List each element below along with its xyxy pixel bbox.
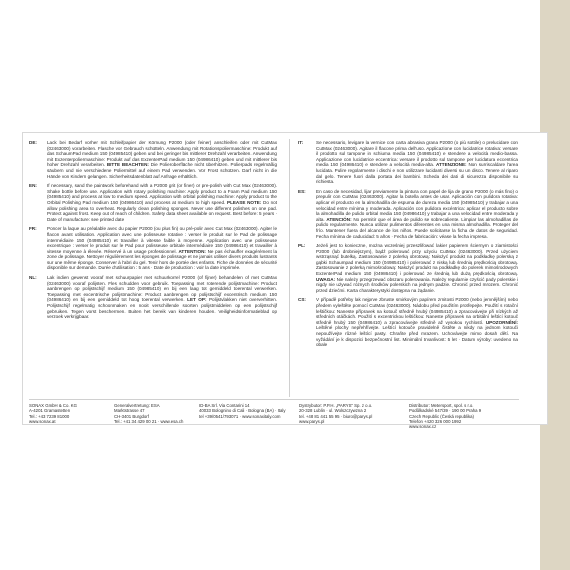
section-it [298,140,518,185]
lang-code: FR: [29,226,37,232]
section-cs [298,297,518,347]
section-main-text: Lak indien gewenst vooraf met schuurpapier met schuurkorrel P2000 (of fijner) behandelen of met CutMax (02463000) vooraf polijsten. Fles schudden voor gebruik. Toepassing met roterende polijstmachine: Product aanbrengen op polijstschijf medium 150 (04985410) en bij een laag tot gemiddeld toerental verwerken. Toepassing met excentrische polijstmachine: Product aanbrengen op polijstschijf excentrisch medium 150 (04986410) en bij een gemiddeld tot hoog toerental verwerken. [47,275,277,303]
section-main-text: Poncer la laque au préalable avec du papier P2000 (ou plus fin) ou pré-polir avec Cut Max (02463000). Agiter le flacon avant utilisation. Application avec une polisseuse rotative : verser le produit sur le Pad de polissage intermédiaire 150 (04985410) et travailler à vitesse faible à moyenne. Application avec une polisseuse excentrique : verser le produit sur le Pad pour polisseuse orbitale intermédiaire 150 (04986410) et travailler à vitesse moyenne à élevée. Réservé à un usage professionnel. [47,226,277,254]
footer-address-it: ID-BA Srl. Via Contarini 14 40033 Bolognino di Cali · Bologna (BA) · Italy tel +39/0541/793071 · www.sonaxitaly.com [199,403,286,419]
lang-code: ES: [298,188,306,194]
section-note-text: Non surriscaldare l'area lucidata. Pulire regolarmente i dischi e non utilizzare lucidanti diversi su un disco. Tenere al riparo dal gelo. Tenere fuori dalla portata dei bambini. Scheda dei dati di sicurezza disponibile su richiesta. [316,162,519,185]
section-note-text: Polijstvlakken niet oververhitten. Polijstschijf regelmatig schoonmaken en nooit verschillende soorten polijstmiddelen op een polijstschijf gebruiken. Tegen vorst beschermen. Buiten het bereik van kinderen houden. Veiligheidsinformatieblad op verzoek verkrijgbaar. [47,297,278,320]
section-en [29,183,277,222]
product-label [22,132,548,430]
section-heading: PLEASE NOTE: [227,199,262,205]
footer-address-sonax: SONAX GmbH & Co. KG A-4201 Gramastetten Tel.: +43 7239 81000 www.sonax.at [29,403,77,424]
section-note-text: Nie należy przegrzewać obszaru polerowania. Należy regularnie czyścić pady polerskie i nigdy nie używać różnych środków polerskich na jednym padzie. Chronić przed mrozem. Chronić przed dziećmi. Karta charakterystyki dostępna na żądanie. [316,276,518,293]
lang-code: IT: [298,140,304,145]
section-heading: BITTE BEACHTEN: [106,162,149,168]
section-heading: ATTENZIONE: [436,162,467,168]
section-main-text: Jeżeli jest to konieczne, można wcześniej przeszlifować lakier papierem ściernym o ziarnistości P2000 (lub drobniejszym), bądź polerować przy użyciu CutMax (02463000). Przed użyciem wstrząsnąć butelką. Zastosowanie z polerką obrotową: Nałożyć produkt na podkładkę polerską z gąbki Schaumpad medium 150 (04985410) i polerować z niską lub średnią prędkością obrotową. Zastosowanie z polerką mimośrodową: Nałożyć produkt na podkładkę do polerek mimośrodowych ExzenterPad medium 150 (04986410) i polerować ze średnią lub dużą prędkością obrotową. [316,243,518,277]
section-heading: UWAGA: [316,276,336,282]
section-note-text: Ne pas échauffer exagérément la zone de polissage. Nettoyer régulièrement les éponges de polissage et ne jamais utiliser divers produits lustrants sur une même éponge. Conserver à l'abri du gel. Tenir hors de portée des enfants. Fiche de données de sécurité disponible sur demande. Durée d'utilisation : 5 ans · Date de production : voir la date imprimée. [47,248,278,271]
lang-code: CS: [298,297,306,303]
section-main-text: En caso de necesidad, lijar previamente la pintura con papel de lija de grano P2000 (o más fino) o prepulir con CutMax (02463000). Agitar la botella antes de usar. Aplicación con pulidora rotativa: aplicar el producto en la almohadilla de espuma de dureza media 150 (04985410) y trabajar a una velocidad entre mínima y moderada. Aplicación con pulidora excéntrica: aplicar el producto sobre la almohadilla de pulido orbital media 150 (04986410) y trabajar a una velocidad entre moderada y alta. [316,188,518,222]
column-divider [289,139,290,397]
footer-address-cz: Distributor: Metersport, spol. s r.o. Podůlkadské 547/39 · 190 00 Praha 9 Czech Republic (Česká republika) Telefon +420 326 000 1992 www.sonax.cz [409,403,482,430]
section-heading: UPOZORNĚNÍ: [485,319,518,325]
section-main-text: Lack bei Bedarf vorher mit Schleifpapier der Körnung P2000 (oder feiner) anschleifen oder mit CutMax (02463000) vorarbeiten. Flasche vor Gebrauch schütteln. Anwendung mit Rotationspoliermaschine: Produkt auf das SchaumPad medium 150 (04985410) geben und bei geringer bis mittlerer Drehzahl verarbeiten. Anwendung mit Exzenterpoliermaschine: Produkt auf das ExzenterPad medium 150 (04986410) geben und mit mittlerer bis hoher Drehzahl verarbeiten. [47,140,277,168]
section-note-text: Leštěné plochy nepřehřívejte. Leštící kotouče pravidelně čistěte a nikdy na jednom kotouči nepoužívejte různé leštící pasty. Chraňte před mrazem. Uchovávejte mimo dosah dětí. Na vyžádání je k dispozici bezpečnostní list. Minimální trvanlivost: 5 let · Datum výroby: uvedeno na obale [316,325,518,348]
section-heading: LET OP: [187,297,207,303]
section-heading: ATTENTION: [178,248,206,254]
section-main-text: If necessary, sand the paintwork beforehand with a P2000 grit (or finer) or pre-polish with Cut Max (02463000). Shake bottle before use. Application with rotary polishing machine: Apply product to a Foam Pad medium 150 (04985410) and process at low to medium speed. Application with orbital polishing machine: Apply product to the Orbital Polishing Pad medium 150 (04986410) and process at medium to high speed. [47,183,277,205]
left-column [29,140,277,324]
section-main-text: Se necessario, levigare la vernice con carta abrasiva grana P2000 (o più sottile) o prelucidare con CutMax (02463000). Agitare il flacone prima dell'uso. Applicazione con lucidatrice rotativa: versare il prodotto sul tampone in schiuma media 150 (04985410) e stendere a velocità medio-bassa. Applicazione con lucidatrice eccentrica: versare il prodotto sul tampone per lucidatura eccentrica media 150 (04986410) e stendere a velocità media-alta. [316,140,518,168]
lang-code: EN: [29,183,37,189]
footer-address-pl: Dystrybutor: P.P.H. „PARYS" Sp. z o.o. 20-328 Lublin · ul. Wolszczywzna 2 tel. +48 81 441 55 95 · biuro@parys.pl www.parys.pl [299,403,373,424]
section-main-text: V případě potřeby lak nejprve zbruste smirkovým papírem zrnitosti P2000 (nebo jemnějším) nebo předem vyleštěte pomocí CutMax (02463000). Nádobu před použitím protřepejte. Použití s rotační leštičkou: Naneste přípravek na kotouč středně hrubý (04985410) a zpracovávejte při nízkých až středních otáčkách. Použití s excentrickou leštičkou: Naneste přípravek na orbitální leštící kotouč středně hrubý 150 (04986410) a zpracovávejte středně až vysokou rychlostí. [316,297,518,325]
lang-code: DE: [29,140,37,145]
right-column [298,140,518,352]
section-note-text: Do not allow polishing area to overheat. Regularly clean polishing sponges. Never use different polishes on one pad. Protect against frost. Keep out of reach of children. Safety data sheet available on request. Best before: 5 years · Date of manufacture: see printed date [47,199,277,222]
section-note-text: Die Polieroberfläche nicht überhitzen. Polierpads regelmäßig säubern und nie verschiedene Poliermittel auf einem Pad verwenden. Vor Frost schützen. Darf nicht in die Hände von Kindern gelangen. Sicherheitsdatenblatt auf Anfrage erhältlich. [47,162,278,179]
section-de [29,140,277,179]
distributor-footer [29,399,519,430]
footer-address-ch: Generalvertretung: ESA Marktstrasse 47 CH-3401 Burgdorf Tel.: +41 34 429 00 21 · www.esa.ch [114,403,184,424]
section-es [298,189,518,239]
section-pl [298,243,518,293]
section-heading: ATENCIÓN: [326,216,352,222]
lang-code: NL: [29,275,37,281]
section-fr [29,226,277,271]
section-nl [29,275,277,320]
section-note-text: No permitir que el área de pulido se sobrecaliente. Limpiar las almohadillas de pulido regularmente. Nunca utilizar pulimentos diferentes en una misma almohadilla. Proteger del frío. Mantener fuera del alcance de los niños. Puede solicitarse la ficha de datos de seguridad. Fecha mínima de caducidad: 5 años · Fecha de fabricación: véase la fecha impresa. [316,216,519,239]
lang-code: PL: [298,243,306,249]
